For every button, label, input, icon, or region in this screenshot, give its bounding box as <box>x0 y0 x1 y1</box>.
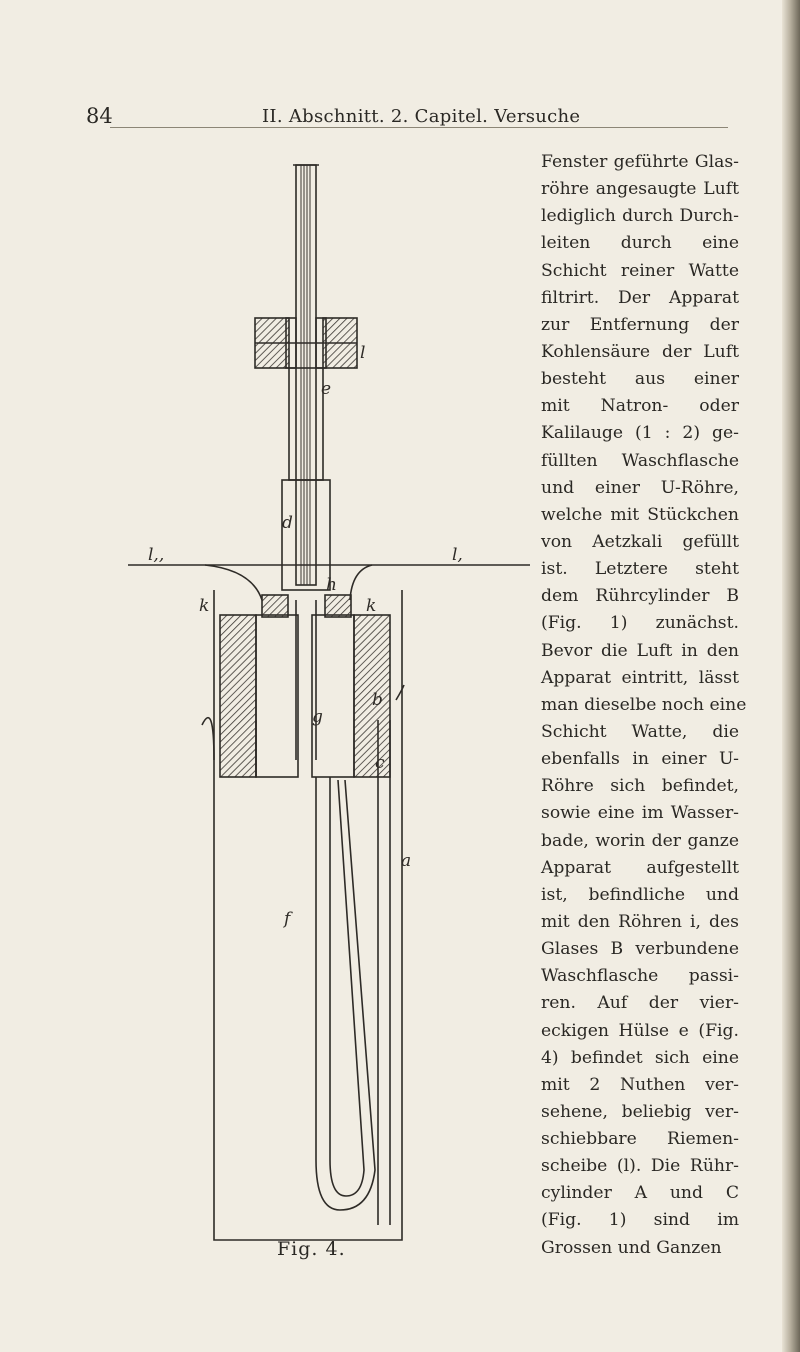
text-line: mit 2 Nuthen ver- <box>541 1074 739 1095</box>
label-h: h <box>326 575 337 595</box>
text-line: röhre angesaugte Luft <box>541 179 739 200</box>
text-line: ist, befindliche und <box>541 884 739 905</box>
text-line: cylinder A und C <box>541 1183 739 1204</box>
figure-caption: Fig. 4. <box>277 1238 346 1260</box>
text-line: Kalilauge (1 : 2) ge- <box>541 423 739 444</box>
text-line: besteht aus einer <box>541 369 739 390</box>
text-line: bade, worin der ganze <box>541 830 739 851</box>
text-line: ist. Letztere steht <box>541 559 739 580</box>
header-rule <box>110 127 728 128</box>
page-header <box>0 104 800 128</box>
text-line: Waschflasche passi- <box>541 966 739 987</box>
label-l1: l, <box>452 545 463 565</box>
text-line: lediglich durch Durch- <box>541 206 739 227</box>
body-text-column <box>541 149 747 1262</box>
label-l2: l,, <box>148 545 165 565</box>
text-line: mit Natron- oder <box>541 396 739 417</box>
page-edge-shadow <box>782 0 800 1352</box>
text-line: sowie eine im Wasser- <box>541 803 739 824</box>
text-line: Röhre sich befindet, <box>541 776 739 797</box>
text-line: und einer U-Röhre, <box>541 477 739 498</box>
label-k-left: k <box>199 596 210 616</box>
text-line: Fenster geführte Glas- <box>541 152 739 172</box>
label-l: l <box>360 343 366 363</box>
text-line: Bevor die Luft in den <box>541 640 739 661</box>
text-line: man dieselbe noch eine <box>541 694 747 715</box>
label-a: a <box>401 851 412 871</box>
text-line: welche mit Stückchen <box>541 504 739 525</box>
text-line: filtrirt. Der Apparat <box>541 287 739 308</box>
text-line: leiten durch eine <box>541 233 739 254</box>
text-line: ren. Auf der vier- <box>541 993 739 1014</box>
text-line: schiebbare Riemen- <box>541 1129 739 1150</box>
text-line: Schicht reiner Watte <box>541 260 739 281</box>
text-line: Grossen und Ganzen <box>541 1237 722 1258</box>
label-f: f <box>284 909 291 929</box>
text-line: (Fig. 1) sind im <box>541 1210 739 1231</box>
text-line: scheibe (l). Die Rühr- <box>541 1156 739 1177</box>
text-line: ebenfalls in einer U- <box>541 749 739 770</box>
text-line: Kohlensäure der Luft <box>541 341 739 362</box>
text-line: eckigen Hülse e (Fig. <box>541 1020 739 1041</box>
text-line: mit den Röhren i, des <box>541 911 739 932</box>
apparatus-figure <box>120 150 530 1270</box>
label-d: d <box>282 513 293 533</box>
label-b: b <box>372 690 383 710</box>
running-head: II. Abschnitt. 2. Capitel. Versuche <box>262 106 581 127</box>
text-line: (Fig. 1) zunächst. <box>541 613 739 634</box>
page-number: 84 <box>86 104 113 128</box>
text-line: zur Entfernung der <box>541 314 739 335</box>
text-line: füllten Waschflasche <box>541 450 739 471</box>
label-e: e <box>321 379 332 399</box>
text-line: Apparat eintritt, lässt <box>541 667 739 688</box>
label-g: g <box>312 707 323 727</box>
text-line: 4) befindet sich eine <box>541 1047 739 1068</box>
text-line: sehene, beliebig ver- <box>541 1101 739 1122</box>
text-line: von Aetzkali gefüllt <box>541 531 739 552</box>
text-line: Apparat aufgestellt <box>541 857 739 878</box>
label-c: c <box>375 753 385 773</box>
text-line: dem Rührcylinder B <box>541 586 739 607</box>
label-k-right: k <box>366 596 377 616</box>
text-line: Schicht Watte, die <box>541 721 739 742</box>
text-line: Glases B verbundene <box>541 939 739 960</box>
